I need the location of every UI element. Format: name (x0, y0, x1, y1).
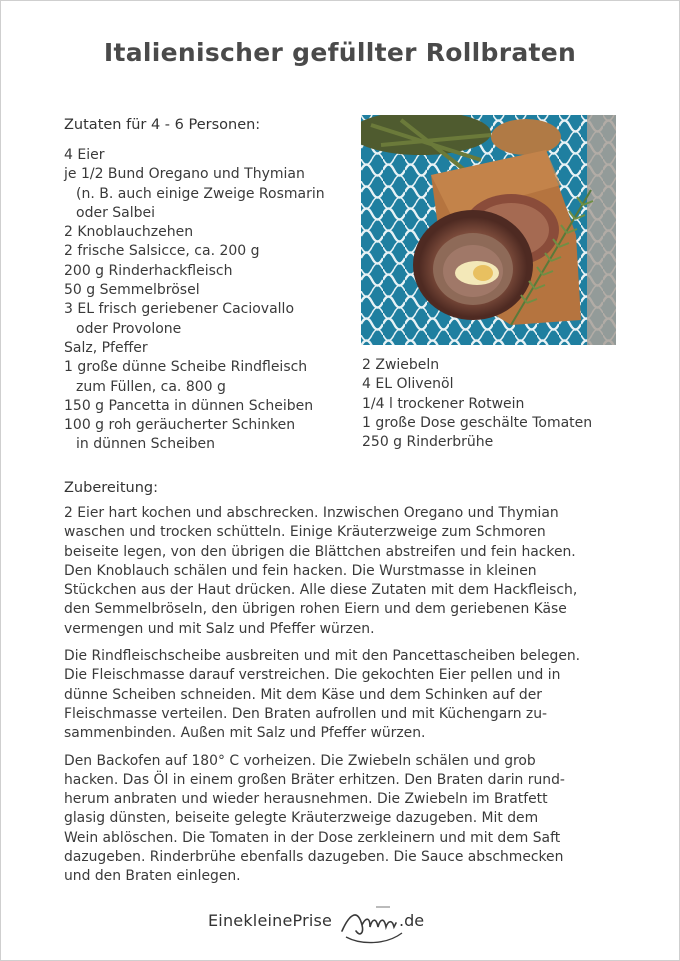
ingredient-line: 150 g Pancetta in dünnen Scheiben (64, 397, 314, 414)
ingredient-line: 1/4 l trockener Rotwein (362, 395, 525, 412)
preparation-line: sammenbinden. Außen mit Salz und Pfeffer würzen. (64, 725, 426, 742)
ingredient-line: 2 Knoblauchzehen (64, 224, 194, 241)
preparation-heading: Zubereitung: (64, 480, 158, 496)
footer-brand: EinekleinePrise (208, 911, 333, 930)
ingredient-line: 2 Zwiebeln (362, 357, 440, 373)
preparation-line: vermengen und mit Salz und Pfeffer würzen. (64, 620, 375, 637)
preparation-line: Stückchen aus der Haut drücken. Alle diese Zutaten mit dem Hackfleisch, (64, 582, 578, 599)
preparation-line: glasig dünsten, beiseite gelegte Kräuterzweige dazugeben. Mit dem (64, 810, 539, 827)
preparation-paragraph (64, 647, 620, 743)
footer (0, 905, 680, 945)
ingredient-line: oder Provolone (76, 320, 182, 337)
ingredient-line: 1 große Dose geschälte Tomaten (362, 414, 593, 431)
ingredient-line: 250 g Rinderbrühe (362, 434, 494, 451)
footer-domain: .de (399, 911, 425, 930)
preparation-line: dazugeben. Rinderbrühe ebenfalls dazugeben. Die Sauce abschmecken (64, 849, 564, 866)
ingredients-list-right (362, 356, 642, 452)
preparation-line: Den Backofen auf 180° C vorheizen. Die Zwiebeln schälen und grob (64, 752, 536, 769)
ingredient-line: in dünnen Scheiben (76, 436, 215, 453)
ingredient-line: 100 g roh geräucherter Schinken (64, 417, 296, 434)
ingredient-line: je 1/2 Bund Oregano und Thymian (64, 166, 305, 183)
preparation-line: Die Fleischmasse darauf verstreichen. Die gekochten Eier pellen und in (64, 667, 561, 684)
ingredient-line: 1 große dünne Scheibe Rindfleisch (64, 359, 308, 376)
ingredient-line: 3 EL frisch geriebener Caciovallo (64, 301, 295, 318)
ingredient-line: 200 g Rinderhackfleisch (64, 262, 233, 279)
rollbraten-illustration (361, 115, 616, 345)
ingredient-line: oder Salbei (76, 204, 156, 221)
preparation-line: Wein ablöschen. Die Tomaten in der Dose zerkleinern und mit dem Saft (64, 829, 561, 846)
preparation-paragraph (64, 752, 620, 887)
preparation-line: Fleischmasse verteilen. Den Braten aufrollen und mit Küchengarn zu- (64, 705, 548, 722)
page-title: Italienischer gefüllter Rollbraten (103, 38, 577, 67)
ingredient-line: 4 Eier (64, 147, 105, 163)
preparation-line: waschen und trocken schütteln. Einige Kräuterzweige zum Schmoren (64, 524, 546, 541)
preparation-line: und den Braten einlegen. (64, 868, 241, 885)
preparation-line: hacken. Das Öl in einem großen Bräter erhitzen. Den Braten darin rund- (64, 771, 565, 788)
ingredients-heading: Zutaten für 4 - 6 Personen: (64, 117, 261, 133)
preparation-line: Die Rindfleischscheibe ausbreiten und mit den Pancettascheiben belegen. (64, 648, 581, 665)
ingredient-line: 50 g Semmelbrösel (64, 282, 200, 299)
preparation-line: beiseite legen, von den übrigen die Blättchen abstreifen und fein hacken. (64, 543, 576, 560)
ingredient-line: (n. B. auch einige Zweige Rosmarin (76, 185, 325, 202)
preparation-line: den Semmelbröseln, den übrigen rohen Eiern und dem geriebenen Käse (64, 601, 567, 618)
preparation-text (64, 504, 620, 895)
preparation-line: dünne Scheiben schneiden. Mit dem Käse und dem Schinken auf der (64, 686, 542, 703)
preparation-paragraph (64, 504, 620, 639)
ingredients-list-left (64, 146, 354, 455)
ingredient-line: zum Füllen, ca. 800 g (76, 378, 226, 395)
ingredient-line: 4 EL Olivenöl (362, 376, 454, 393)
preparation-line: herum anbraten und wieder herausnehmen. Die Zwiebeln im Bratfett (64, 791, 548, 808)
ingredient-line: 2 frische Salsicce, ca. 200 g (64, 243, 260, 260)
ingredient-line: Salz, Pfeffer (64, 339, 148, 356)
preparation-line: Den Knoblauch schälen und fein hacken. Die Wurstmasse in kleinen (64, 562, 537, 579)
recipe-photo (361, 115, 616, 345)
preparation-line: 2 Eier hart kochen und abschrecken. Inzwischen Oregano und Thymian (64, 505, 559, 521)
